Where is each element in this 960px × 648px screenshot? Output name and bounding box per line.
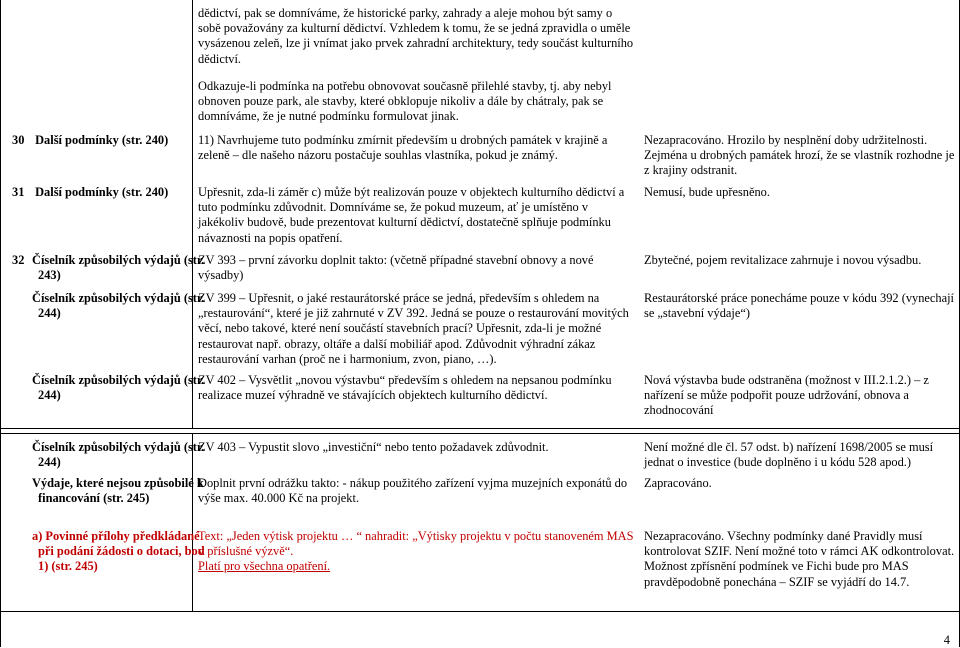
section-cell	[12, 291, 218, 321]
response-cell: Nezapracováno. Všechny podmínky dané Pravidly musí kontrolovat SZIF. Není možné toto v rámci AK odkontrolovat. Možnost zpřísnění podmínek ve Fichi bude pro MAS pravděpodobně ponechána – SZIF se vyjádří do 14.7.	[644, 529, 955, 589]
row-number	[12, 291, 32, 306]
comment-cell: Doplnit první odrážku takto: - nákup použitého zařízení vyjma muzejních exponátů do výše max. 40.000 Kč na projekt.	[198, 476, 628, 506]
comment-cell: 11) Navrhujeme tuto podmínku zmírnit především u drobných památek v krajině a zeleně – dle našeho názoru postačuje souhlas vlastníka, pokud je známý.	[198, 133, 608, 163]
section-cell	[12, 253, 218, 283]
section-ref: a) Povinné přílohy předkládané při podání žádosti o dotaci, bod 1) (str. 245)	[32, 529, 205, 574]
comment-cell	[198, 529, 634, 575]
section-cell	[12, 133, 192, 148]
section-cell	[12, 529, 218, 575]
response-cell: Nová výstavba bude odstraněna (možnost v III.2.1.2.) – z nařízení se může podpořit pouze udržování, obnova a zhodnocování	[644, 373, 929, 418]
section-ref: Další podmínky (str. 240)	[35, 185, 169, 199]
response-cell: Restaurátorské práce ponecháme pouze v kódu 392 (vynechají se „stavební výdaje“)	[644, 291, 954, 321]
response-cell: Nezapracováno. Hrozilo by nesplnění doby udržitelnosti. Zejména u drobných památek hrozí, že se vlastník rozhodne je z krajiny odstranit.	[644, 133, 955, 178]
comment-cell: Upřesnit, zda-li záměr c) může být realizován pouze v objektech kulturního dědictví a tuto podmínku zdůvodnit. Domníváme se, že pokud muzeum, ať je umístěno v jakékoliv budově, bude prezentovat kulturní dědictví, dostatečně splňuje podmínku návaznosti na popis opatření.	[198, 185, 625, 245]
comment-cell: ZV 403 – Vypustit slovo „investiční“ nebo tento požadavek zdůvodnit.	[198, 440, 549, 454]
row-number	[12, 529, 32, 544]
comment-text: Text: „Jeden výtisk projektu … “ nahradit: „Výtisky projektu v počtu stanoveném MAS v příslušné výzvě“.	[198, 529, 634, 559]
comment-cell: ZV 393 – první závorku doplnit takto: (včetně případné stavební obnovy a nové výsadby)	[198, 253, 594, 283]
response-cell: Zbytečné, pojem revitalizace zahrnuje i novou výsadbu.	[644, 253, 922, 267]
comment-cell: ZV 399 – Upřesnit, o jaké restaurátorské práce se jedná, především s ohledem na „restaurování“, které je již zahrnuté v ZV 392. Jedná se pouze o restaurování movitých věcí, nebo takové, které není součástí stavebních prací? Upřesnit, zda-li je možné restaurovat např. obrazy, oltáře a další mobiliář apod. Zdůvodnit výhradní zákaz restaurování varhan (proč ne i harmonium, zvon, piano, …).	[198, 291, 629, 366]
section-cell	[12, 476, 218, 506]
table-border-left	[0, 0, 1, 647]
section-ref: Výdaje, které nejsou způsobilé k financování (str. 245)	[32, 476, 204, 506]
intro-paragraph: Odkazuje-li podmínka na potřebu obnovovat současně přilehlé stavby, tj. aby nebyl obnoven pouze park, ale stavby, které obklopuje nikoliv a dále by chátraly, pak se domníváme, že je nutné podmínku formulovat jinak.	[198, 79, 612, 124]
row-number: 32	[12, 253, 25, 267]
row-number	[12, 373, 32, 388]
comment-cell: ZV 402 – Vysvětlit „novou výstavbu“ především s ohledem na nepsanou podmínku realizace muzeí výhradně ve stávajících objektech kulturního dědictví.	[198, 373, 612, 403]
section-ref: Číselník způsobilých výdajů (str. 244)	[32, 291, 205, 321]
row-divider	[0, 428, 960, 429]
page-number: 4	[943, 633, 950, 647]
section-ref: Číselník způsobilých výdajů (str. 244)	[32, 440, 205, 470]
row-divider	[0, 433, 960, 434]
section-ref: Číselník způsobilých výdajů (str. 244)	[32, 373, 205, 403]
section-ref: Číselník způsobilých výdajů (str. 243)	[32, 253, 205, 283]
row-number: 31	[12, 185, 25, 199]
comment-note: Platí pro všechna opatření.	[198, 559, 331, 574]
response-cell: Není možné dle čl. 57 odst. b) nařízení 1698/2005 se musí jednat o investice (bude doplněno i u kódu 528 apod.)	[644, 440, 934, 470]
section-cell	[12, 185, 192, 200]
section-cell	[12, 440, 218, 470]
intro-paragraph: dědictví, pak se domníváme, že historické parky, zahrady a aleje mohou být samy o sobě považovány za kulturní dědictví. Vzhledem k tomu, že se jedná zpravidla o uměle vysázenou zeleň, lze ji vnímat jako prvek zahradní architektury, tedy součást kulturního dědictví.	[198, 6, 634, 66]
row-number	[12, 476, 32, 491]
response-cell: Zapracováno.	[644, 476, 712, 490]
column-divider	[192, 0, 193, 428]
response-cell: Nemusí, bude upřesněno.	[644, 185, 770, 199]
section-ref: Další podmínky (str. 240)	[35, 133, 169, 147]
row-divider	[0, 611, 960, 612]
section-cell	[12, 373, 218, 403]
row-number	[12, 440, 32, 455]
row-number: 30	[12, 133, 25, 147]
